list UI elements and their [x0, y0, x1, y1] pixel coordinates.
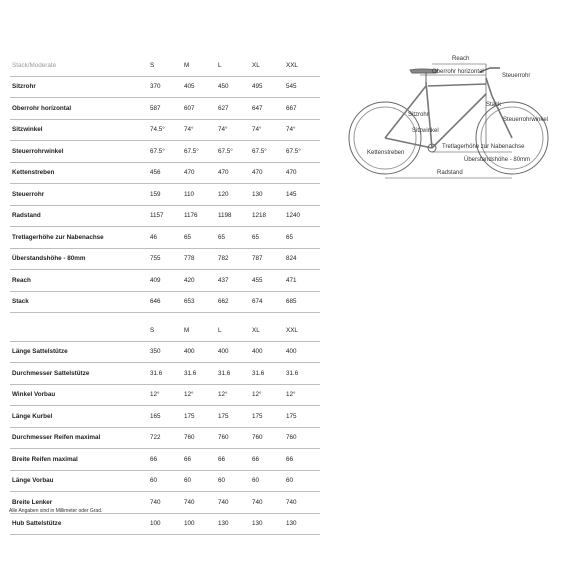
row-label: Breite Reifen maximal	[10, 449, 150, 471]
cell-value: 400	[252, 341, 286, 363]
table-row	[10, 205, 320, 227]
cell-value: 46	[150, 227, 184, 249]
cell-value: 74°	[184, 119, 218, 141]
cell-value: 60	[252, 470, 286, 492]
cell-value: 400	[218, 341, 252, 363]
cell-value: 740	[286, 492, 320, 514]
table-row	[10, 449, 320, 471]
cell-value: 67.5°	[286, 141, 320, 163]
cell-value: 31.6	[150, 363, 184, 385]
cell-value: 400	[184, 341, 218, 363]
table-row	[10, 384, 320, 406]
cell-value: 66	[286, 449, 320, 471]
cell-value: 627	[218, 98, 252, 120]
cell-value: 60	[150, 470, 184, 492]
cell-value: 31.6	[286, 363, 320, 385]
cell-value: 755	[150, 248, 184, 270]
footnote: Alle Angaben sind in Millimeter oder Grad.	[9, 508, 103, 514]
label-steuerrohrwinkel: Steuerrohrwinkel	[503, 117, 549, 123]
cell-value: 1176	[184, 205, 218, 227]
row-label: Steuerrohrwinkel	[10, 141, 150, 163]
cell-value: 409	[150, 270, 184, 292]
cell-value: 760	[286, 427, 320, 449]
row-label: Oberrohr horizontal	[10, 98, 150, 120]
cell-value: L	[218, 320, 252, 341]
cell-value: 782	[218, 248, 252, 270]
cell-value: 165	[150, 406, 184, 428]
table-row	[10, 470, 320, 492]
label-ueberstand: Überstandshöhe - 80mm	[464, 157, 531, 163]
cell-value: 175	[252, 406, 286, 428]
cell-value: 60	[184, 470, 218, 492]
cell-value: 456	[150, 162, 184, 184]
table-row	[10, 119, 320, 141]
cell-value: 545	[286, 76, 320, 98]
cell-value: 31.6	[252, 363, 286, 385]
cell-value: 67.5°	[252, 141, 286, 163]
row-label: Hub Sattelstütze	[10, 513, 150, 535]
cell-value: 12°	[286, 384, 320, 406]
table-row	[10, 406, 320, 428]
cell-value: 74.5°	[150, 119, 184, 141]
cell-value: 824	[286, 248, 320, 270]
cell-value: 67.5°	[218, 141, 252, 163]
cell-value: 1157	[150, 205, 184, 227]
components-table	[10, 320, 320, 535]
cell-value: 740	[150, 492, 184, 514]
cell-value: 65	[252, 227, 286, 249]
cell-value: 787	[252, 248, 286, 270]
label-kettenstreben: Kettenstreben	[367, 150, 405, 156]
cell-value: 74°	[286, 119, 320, 141]
row-label: Winkel Vorbau	[10, 384, 150, 406]
cell-value: 646	[150, 291, 184, 313]
table-header-row	[10, 55, 320, 76]
cell-value: 130	[252, 184, 286, 206]
cell-value: 65	[184, 227, 218, 249]
cell-value: 662	[218, 291, 252, 313]
cell-value: 60	[218, 470, 252, 492]
label-sitzwinkel: Sitzwinkel	[412, 128, 439, 134]
cell-value: 470	[252, 162, 286, 184]
cell-value: M	[184, 320, 218, 341]
table-header-row	[10, 320, 320, 341]
cell-value: XL	[252, 55, 286, 76]
cell-value: 647	[252, 98, 286, 120]
cell-value: 175	[218, 406, 252, 428]
cell-value: 722	[150, 427, 184, 449]
table-row	[10, 227, 320, 249]
cell-value: 685	[286, 291, 320, 313]
row-label: Länge Sattelstütze	[10, 341, 150, 363]
cell-value: 65	[218, 227, 252, 249]
cell-value: 100	[184, 513, 218, 535]
cell-value: S	[150, 55, 184, 76]
cell-value: 67.5°	[150, 141, 184, 163]
label-stack: Stack	[486, 102, 502, 108]
label-sitzrohr: Sitzrohr	[408, 112, 429, 118]
cell-value: 470	[218, 162, 252, 184]
cell-value: 607	[184, 98, 218, 120]
row-label	[10, 320, 150, 341]
row-label: Länge Vorbau	[10, 470, 150, 492]
table-row	[10, 98, 320, 120]
cell-value: 130	[218, 513, 252, 535]
row-label: Durchmesser Reifen maximal	[10, 427, 150, 449]
row-label: Reach	[10, 270, 150, 292]
bike-geometry-diagram	[340, 48, 568, 198]
row-label: Breite Lenker	[10, 492, 150, 514]
cell-value: 31.6	[218, 363, 252, 385]
table-row	[10, 184, 320, 206]
cell-value: 130	[286, 513, 320, 535]
table-row	[10, 248, 320, 270]
table-row	[10, 270, 320, 292]
cell-value: 370	[150, 76, 184, 98]
cell-value: 74°	[218, 119, 252, 141]
cell-value: 470	[286, 162, 320, 184]
cell-value: 495	[252, 76, 286, 98]
table-row	[10, 363, 320, 385]
table-row	[10, 291, 320, 313]
cell-value: 31.6	[184, 363, 218, 385]
cell-value: 60	[286, 470, 320, 492]
cell-value: S	[150, 320, 184, 341]
table-row	[10, 513, 320, 535]
label-tretlager: Tretlagerhöhe zur Nabenachse	[442, 144, 525, 150]
cell-value: 437	[218, 270, 252, 292]
table-row	[10, 162, 320, 184]
cell-value: 66	[252, 449, 286, 471]
cell-value: 12°	[218, 384, 252, 406]
table-row	[10, 76, 320, 98]
cell-value: 653	[184, 291, 218, 313]
cell-value: 12°	[252, 384, 286, 406]
cell-value: 778	[184, 248, 218, 270]
cell-value: 470	[184, 162, 218, 184]
table-row	[10, 141, 320, 163]
cell-value: 455	[252, 270, 286, 292]
cell-value: 159	[150, 184, 184, 206]
cell-value: 1240	[286, 205, 320, 227]
cell-value: 405	[184, 76, 218, 98]
label-oberrohr: Oberrohr horizontal	[432, 69, 484, 75]
label-radstand: Radstand	[437, 170, 463, 176]
row-label: Tretlagerhöhe zur Nabenachse	[10, 227, 150, 249]
cell-value: 175	[184, 406, 218, 428]
cell-value: 450	[218, 76, 252, 98]
row-label: Sitzrohr	[10, 76, 150, 98]
cell-value: 471	[286, 270, 320, 292]
row-label: Durchmesser Sattelstütze	[10, 363, 150, 385]
table-row	[10, 341, 320, 363]
cell-value: 1218	[252, 205, 286, 227]
row-label: Länge Kurbel	[10, 406, 150, 428]
cell-value: XXL	[286, 55, 320, 76]
cell-value: 175	[286, 406, 320, 428]
cell-value: 400	[286, 341, 320, 363]
cell-value: 760	[218, 427, 252, 449]
cell-value: 130	[252, 513, 286, 535]
cell-value: 100	[150, 513, 184, 535]
cell-value: 74°	[252, 119, 286, 141]
cell-value: 587	[150, 98, 184, 120]
cell-value: 66	[184, 449, 218, 471]
cell-value: 12°	[184, 384, 218, 406]
cell-value: XL	[252, 320, 286, 341]
cell-value: 674	[252, 291, 286, 313]
cell-value: 65	[286, 227, 320, 249]
cell-value: M	[184, 55, 218, 76]
cell-value: 420	[184, 270, 218, 292]
row-label: Stack	[10, 291, 150, 313]
cell-value: 760	[252, 427, 286, 449]
row-label: Kettenstreben	[10, 162, 150, 184]
cell-value: 740	[184, 492, 218, 514]
label-reach: Reach	[452, 56, 470, 62]
label-steuerrohr: Steuerrohr	[502, 73, 531, 79]
cell-value: 760	[184, 427, 218, 449]
cell-value: 740	[218, 492, 252, 514]
cell-value: 667	[286, 98, 320, 120]
cell-value: 12°	[150, 384, 184, 406]
row-label: Überstandshöhe - 80mm	[10, 248, 150, 270]
row-label: Steuerrohr	[10, 184, 150, 206]
cell-value: 67.5°	[184, 141, 218, 163]
cell-value: 66	[150, 449, 184, 471]
cell-value: 350	[150, 341, 184, 363]
row-label: Stack/Moderate	[10, 55, 150, 76]
geometry-table	[10, 55, 320, 313]
cell-value: XXL	[286, 320, 320, 341]
table-row	[10, 427, 320, 449]
cell-value: 740	[252, 492, 286, 514]
row-label: Sitzwinkel	[10, 119, 150, 141]
row-label: Radstand	[10, 205, 150, 227]
cell-value: 145	[286, 184, 320, 206]
cell-value: 66	[218, 449, 252, 471]
cell-value: L	[218, 55, 252, 76]
cell-value: 110	[184, 184, 218, 206]
cell-value: 120	[218, 184, 252, 206]
cell-value: 1198	[218, 205, 252, 227]
